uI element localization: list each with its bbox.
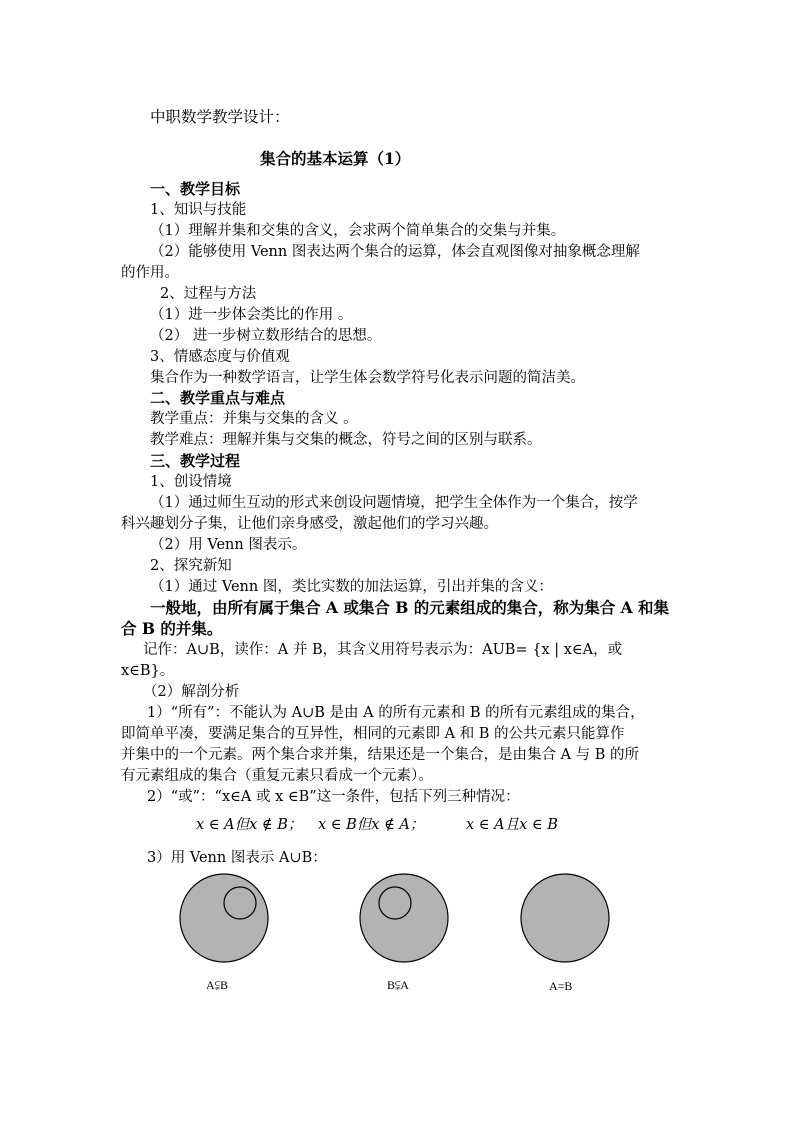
text-line: 教学难点：理解并集与交集的概念，符号之间的区别与联系。 — [150, 432, 542, 448]
text-line: （1）理解并集和交集的含义，会求两个简单集合的交集与并集。 — [150, 223, 566, 239]
text-line: 有元素组成的集合（重复元素只看成一个元素）。 — [121, 768, 433, 784]
text-line: （2）用 Venn 图表示。 — [150, 537, 307, 553]
venn-caption: B⫋A — [387, 978, 409, 992]
case-formula: x ∈ B但x ∉ A； — [318, 817, 425, 833]
definition-line: 一般地，由所有属于集合 A 或集合 B 的元素组成的集合，称为集合 A 和集 — [150, 598, 670, 617]
venn-inner-circle — [224, 887, 256, 919]
text-line: 2）“或”：“x∈A 或 x ∈B”这一条件，包括下列三种情况： — [147, 789, 520, 805]
text-line: （2）解剖分析 — [143, 684, 240, 700]
text-line: 2、过程与方法 — [160, 286, 257, 302]
section-heading-key-points: 二、教学重点与难点 — [150, 389, 286, 407]
text-line: 即简单平凑，要满足集合的互异性，相同的元素即 A 和 B 的公共元素只能算作 — [121, 726, 625, 742]
case-formula: x ∈ A且x ∈ B — [466, 817, 558, 833]
text-line: （1）进一步体会类比的作用 。 — [150, 307, 353, 323]
venn-caption: A⫋B — [206, 978, 228, 992]
text-line: （2）能够使用 Venn 图表达两个集合的运算，体会直观图像对抽象概念理解 — [150, 244, 640, 260]
venn-outer-circle — [180, 874, 268, 962]
doc-title: 集合的基本运算（1） — [260, 149, 411, 168]
section-heading-objectives: 一、教学目标 — [150, 180, 241, 198]
text-line: 记作：A∪B，读作：A 并 B，其含义用符号表示为：AUB= {x | x∈A，或 — [143, 642, 623, 658]
text-line: 1、创设情境 — [150, 474, 232, 490]
text-line: 3、情感态度与价值观 — [150, 349, 290, 365]
venn-a-subset-b — [180, 874, 268, 962]
venn-a-equals-b — [521, 874, 609, 962]
text-line: 并集中的一个元素。两个集合求并集，结果还是一个集合，是由集合 A 与 B 的所 — [121, 747, 640, 763]
text-line: （2） 进一步树立数形结合的思想。 — [150, 328, 382, 344]
text-line: （1）通过师生互动的形式来创设问题情境，把学生全体作为一个集合，按学 — [150, 495, 638, 511]
text-line: 3）用 Venn 图表示 A∪B： — [147, 850, 327, 866]
definition-line: 合 B 的并集。 — [121, 619, 223, 638]
venn-outer-circle — [521, 874, 609, 962]
text-line: x∈B}。 — [121, 663, 175, 679]
text-line: 2、探究新知 — [150, 558, 232, 574]
text-line: 1、知识与技能 — [150, 202, 247, 218]
venn-outer-circle — [360, 874, 448, 962]
text-line: 的作用。 — [121, 265, 179, 281]
text-line: （1）通过 Venn 图，类比实数的加法运算，引出并集的含义： — [150, 579, 553, 595]
text-line: 集合作为一种数学语言，让学生体会数学符号化表示问题的简洁美。 — [150, 370, 585, 386]
venn-b-subset-a — [360, 874, 448, 962]
section-heading-process: 三、教学过程 — [150, 452, 241, 470]
text-line: 教学重点：并集与交集的含义 。 — [150, 411, 358, 427]
doc-subtitle: 中职数学教学设计： — [150, 108, 290, 126]
text-line: 1）“所有”：不能认为 A∪B 是由 A 的所有元素和 B 的所有元素组成的集合， — [147, 705, 645, 721]
venn-caption: A=B — [549, 979, 573, 993]
venn-inner-circle — [379, 887, 411, 919]
case-formula: x ∈ A但x ∉ B； — [196, 817, 303, 833]
text-line: 科兴趣划分子集，让他们亲身感受，激起他们的学习兴趣。 — [121, 516, 498, 532]
